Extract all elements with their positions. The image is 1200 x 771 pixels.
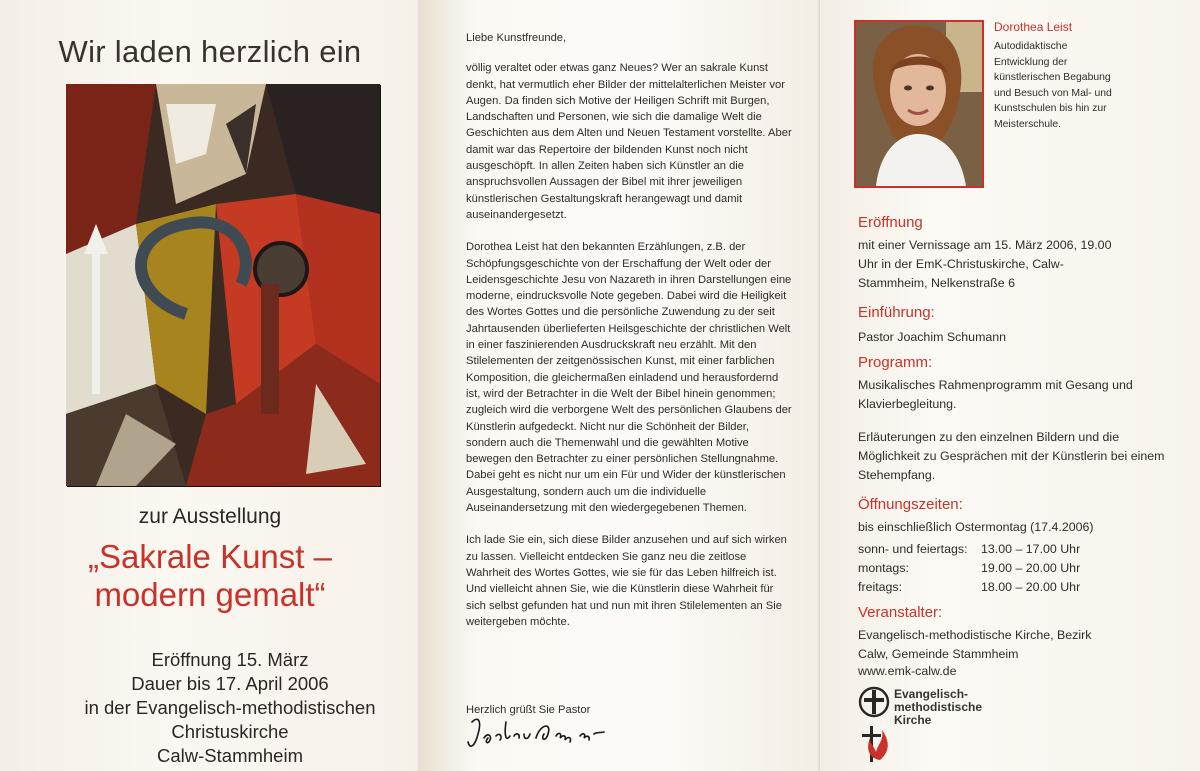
hours-time: 13.00 – 17.00 Uhr: [981, 542, 1081, 556]
exhibition-painting: [66, 84, 380, 486]
invite-heading: Wir laden herzlich ein: [58, 34, 362, 69]
intro-text: Pastor Joachim Schumann: [858, 330, 1007, 344]
hours-time: 18.00 – 20.00 Uhr: [981, 580, 1081, 594]
artist-name: Dorothea Leist: [994, 20, 1073, 34]
hours-heading: Öffnungszeiten:: [858, 496, 963, 513]
opening-text: mit einer Vernissage am 15. März 2006, 19.00 Uhr in der EmK-Christuskirche, Calw-Stammheim, Nelkenstraße 6: [858, 238, 1112, 290]
letter-paragraph: Dorothea Leist hat den bekannten Erzählungen, z.B. der Schöpfungsgeschichte von der Erschaffung der Welt oder der Leidensgeschichte Jesu von Nazareth in ihren Darstellungen eine moderne, eindrucksvolle Note gegeben. Dabei wird die Heiligkeit des Wortes Gottes und die persönliche Zuwendung zu der seit Jahrtausenden überlieferten Heilsgeschichte der christlichen Welt in einer faszinierenden Ausdruckskraft neu erzählt. Mit den Stilelementen der zeitgenössischen Kunst, mit einer farblichen Komposition, die gleichermaßen einladend und herausfordernd ist, wird der Betrachter in die Welt der Bibel hinein genommen; zugleich wird die verborgene Welt des persönlichen Glaubens der Künstlerin aufgedeckt. Nicht nur die Schönheit der Bilder, sondern auch die Themenwahl und die gewählten Motive bewegen den Betrachter zu einer persönlichen Stellungnahme. Dabei geht es nicht nur um ein Für und Wider der künstlerischen Ausgestaltung, sondern auch um die individuelle Auseinandersetzung mit den wiedergegebenen Themen.: [466, 241, 792, 515]
hours-time: 19.00 – 20.00 Uhr: [981, 561, 1081, 575]
exhibition-info: [0, 648, 460, 768]
exhibition-title: [0, 538, 420, 614]
exhibition-title-line-1: „Sakrale Kunst –: [88, 538, 332, 575]
opening-heading: Eröffnung: [858, 214, 923, 231]
hours-row: [858, 540, 1080, 559]
hours-day: freitags:: [858, 580, 903, 594]
program-text: Musikalisches Rahmenprogramm mit Gesang und Klavierbegleitung.: [858, 378, 1133, 411]
info-line: in der Evangelisch-methodistischen: [84, 697, 376, 718]
letter-salutation: Liebe Kunstfreunde,: [466, 32, 567, 44]
hours-text: bis einschließlich Ostermontag (17.4.2006): [858, 520, 1094, 534]
artist-bio: Autodidaktische Entwicklung der künstlerischen Begabung und Besuch von Mal- und Kunstschulen bis hin zur Meisterschule.: [994, 41, 1112, 130]
exhibition-title-line-2: modern gemalt“: [94, 576, 326, 613]
website-link[interactable]: www.emk-calw.de: [858, 664, 957, 678]
logo-line: Kirche: [894, 713, 932, 727]
intro-heading: Einführung:: [858, 304, 935, 321]
cross-flame-icon: [858, 686, 892, 766]
hours-day: montags:: [858, 561, 909, 575]
logo-line: Evangelisch-: [894, 687, 969, 701]
program-heading: Programm:: [858, 354, 933, 371]
cover-panel: [0, 0, 420, 771]
artist-photo: [854, 20, 984, 188]
church-logo-text: [894, 688, 982, 727]
letter-panel: [420, 0, 820, 771]
info-line: Christuskirche: [171, 721, 289, 742]
logo-line: methodistische: [894, 700, 983, 714]
organizer-heading: Veranstalter:: [858, 604, 943, 621]
letter-paragraph: völlig veraltet oder etwas ganz Neues? Wer an sakrale Kunst denkt, hat vermutlich eher Bilder der mittelalterlichen Meister vor Augen. Da finden sich Motive der Heiligen Schrift mit Burgen, Landschaften und Personen, wie sich die damalige Welt die Geschichten aus dem Alten und Neuen Testament vorstellte. Aber damit war das Repertoire der bildenden Kunst noch nicht ausgeschöpft. In allen Zeiten haben sich Künstler an die anspruchsvollen Aussagen der Bibel mit ihrer jeweiligen künstlerischen Gestaltungskraft herangewagt und damit auseinandergesetzt.: [466, 62, 792, 221]
info-line: Calw-Stammheim: [157, 745, 303, 766]
hours-day: sonn- und feiertags:: [858, 542, 968, 556]
pastor-letter: [466, 30, 792, 716]
letter-paragraph: Ich lade Sie ein, sich diese Bilder anzusehen und auf sich wirken zu lassen. Vielleicht entdecken Sie ganz neu die zeitlose Wahrheit des Wortes Gottes, wie sie für das Leben hilfreich ist. Und vielleicht ahnen Sie, wie die Künstlerin diese Wahrheit für sich selbst gefunden hat und nun mit ihren Stilelementen an Sie weitergeben möchte.: [466, 534, 787, 628]
info-line: Dauer bis 17. April 2006: [131, 673, 329, 694]
organizer-text: Evangelisch-methodistische Kirche, Bezirk Calw, Gemeinde Stammheim: [858, 628, 1092, 661]
hours-row: [858, 559, 1080, 578]
exhibition-subtitle: zur Ausstellung: [138, 505, 282, 528]
program-text: Erläuterungen zu den einzelnen Bildern und die Möglichkeit zu Gesprächen mit der Künstlerin bei einem Stehempfang.: [858, 430, 1165, 482]
info-line: Eröffnung 15. März: [151, 649, 309, 670]
letter-closing: Herzlich grüßt Sie Pastor: [466, 704, 591, 716]
church-logo: [858, 686, 1058, 766]
info-panel: [820, 0, 1200, 771]
opening-hours-table: [858, 540, 1080, 597]
pastor-signature: [466, 712, 606, 756]
hours-row: [858, 578, 1080, 597]
